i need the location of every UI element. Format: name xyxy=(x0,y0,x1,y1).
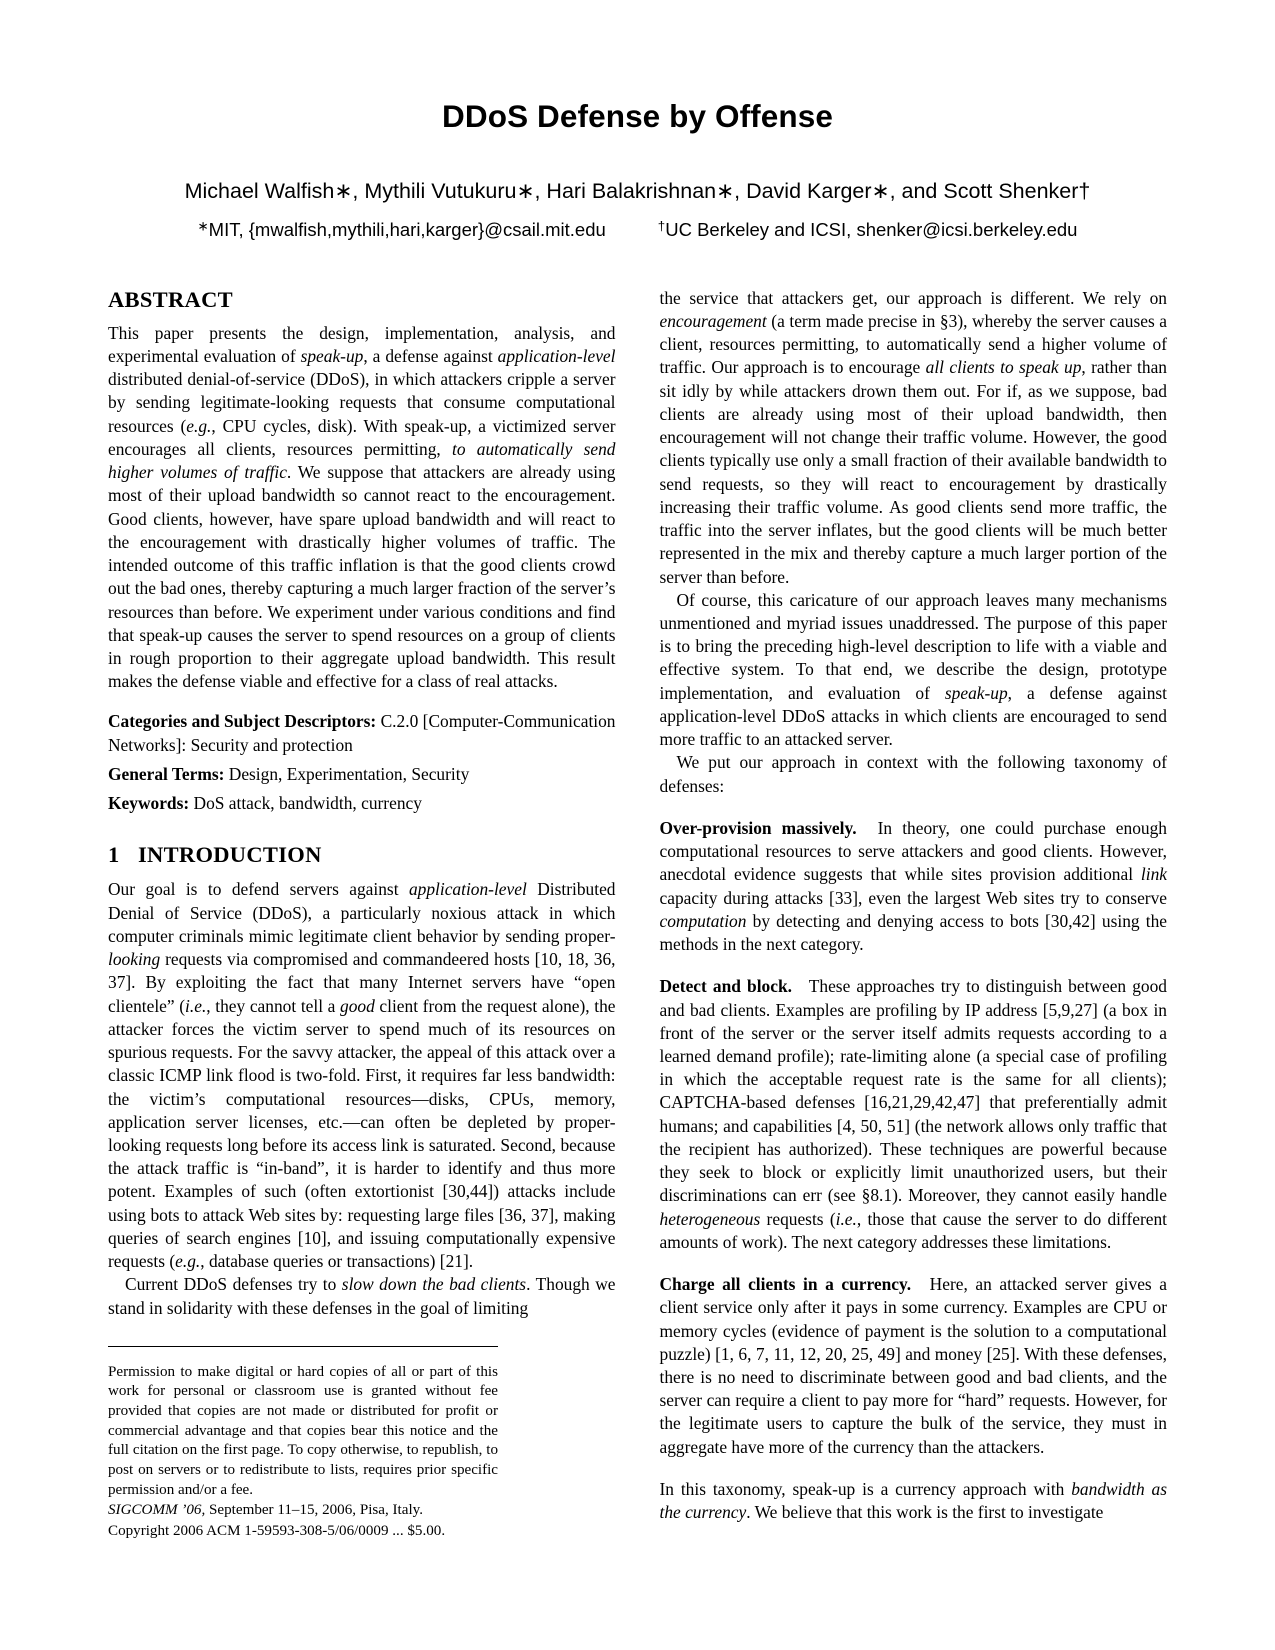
right-paragraph-4: In this taxonomy, speak-up is a currency approach with bandwidth as the currency. We believe that this work is the first to investigate xyxy=(659,1478,1167,1523)
general-terms-line xyxy=(108,763,616,786)
taxonomy-over-provision: Over-provision massively. In theory, one could purchase enough computational resources to serve attackers and good clients. However, anecdotal evidence suggests that while sites provision additional link capacity during attacks [33], even the largest Web sites try to conserve computation by detecting and denying access to bots [30,42] using the methods in the next category. xyxy=(659,817,1167,955)
affiliation-list xyxy=(108,218,1167,243)
right-paragraph-2: Of course, this caricature of our approach leaves many mechanisms unmentioned and myriad issues unaddressed. The purpose of this paper is to bring the preceding high-level description to life with a viable and effective system. To that end, we describe the design, prototype implementation, and evaluation of speak-up, a defense against application-level DDoS attacks in which clients are encouraged to send more traffic to an attacked server. xyxy=(659,589,1167,750)
general-terms-label: General Terms: xyxy=(108,763,225,784)
categories-label: Categories and Subject Descriptors: xyxy=(108,711,377,732)
general-terms-value: Design, Experimentation, Security xyxy=(224,763,470,784)
taxonomy-charge-currency: Charge all clients in a currency. Here, an attacked server gives a client service only after it pays in some currency. Examples are CPU or memory cycles (evidence of payment is the solution to a computational puzzle) [1, 6, 7, 11, 12, 20, 25, 49] and money [25]. With these defenses, there is no need to discriminate between good and bad clients, and the server can require a client to pay more for “hard” requests. However, for the legitimate users to capture the bulk of the service, they must in aggregate have more of the currency than the attackers. xyxy=(659,1274,1167,1457)
keywords-value: DoS attack, bandwidth, currency xyxy=(189,793,422,814)
two-column-body xyxy=(108,287,1167,1542)
intro-paragraph-1: Our goal is to defend servers against application-level Distributed Denial of Service (DDoS), a particularly noxious attack in which computer criminals mimic legitimate client behavior by sending proper-looking requests via compromised and commandeered hosts [10, 18, 36, 37]. By exploiting the fact that many Internet servers have “open clientele” (i.e., they cannot tell a good client from the request alone), the attacker forces the victim server to spend much of its resources on spurious requests. For the savvy attacker, the appeal of this attack over a classic ICMP link flood is two-fold. First, it requires far less bandwidth: the victim’s computational resources—disks, CPUs, memory, application server licenses, etc.—can often be depleted by proper-looking requests long before its access link is saturated. Second, because the attack traffic is “in-band”, it is harder to identify and thus more potent. Examples of such (often extortionist [30,44]) attacks include using bots to attack Web sites by: requesting large files [36, 37], making queries of search engines [10], and issuing computationally expensive requests (e.g., database queries or transactions) [21]. xyxy=(108,879,616,1272)
right-column xyxy=(660,287,1168,1542)
section-title: INTRODUCTION xyxy=(138,842,322,868)
copyright-line: Copyright 2006 ACM 1-59593-308-5/06/0009 ... $5.00. xyxy=(108,1522,446,1539)
categories-value: C.2.0 [Computer-Communication Networks]: Security and protection xyxy=(108,711,616,755)
right-paragraph-3: We put our approach in context with the following taxonomy of defenses: xyxy=(659,752,1167,796)
taxonomy-label-detect-block: Detect and block. xyxy=(659,976,792,997)
taxonomy-label-over-provision: Over-provision massively. xyxy=(659,817,857,838)
taxonomy-label-charge-currency: Charge all clients in a currency. xyxy=(659,1274,912,1295)
affiliation-mark-star: ∗ xyxy=(197,218,209,234)
keywords-label: Keywords: xyxy=(108,793,190,814)
intro-paragraph-2: Current DDoS defenses try to slow down the bad clients. Though we stand in solidarity with these defenses in the goal of limiting xyxy=(108,1274,616,1318)
permission-text: Permission to make digital or hard copies of all or part of this work for personal or classroom use is granted without fee provided that copies are not made or distributed for profit or commercial advantage and that copies bear this notice and the full citation on the first page. To copy otherwise, to republish, to post on servers or to redistribute to lists, requires prior specific permission and/or a fee. xyxy=(108,1363,498,1498)
affiliation-mit: ∗MIT, {mwalfish,mythili,hari,karger}@csail.mit.edu xyxy=(197,218,606,240)
categories-line xyxy=(108,710,616,756)
author-list xyxy=(108,178,1167,206)
section-number: 1 xyxy=(108,842,120,868)
keywords-line xyxy=(108,792,616,815)
left-column xyxy=(108,287,616,1542)
affiliation-mark-dagger: † xyxy=(657,218,666,234)
copyright-notice xyxy=(108,1346,498,1541)
author-names: Michael Walfish∗, Mythili Vutukuru∗, Hari Balakrishnan∗, David Karger∗, and Scott Shenker† xyxy=(184,178,1091,203)
abstract-paragraph: This paper presents the design, implementation, analysis, and experimental evaluation of speak-up, a defense against application-level distributed denial-of-service (DDoS), in which attackers cripple a server by sending legitimate-looking requests that consume computational resources (e.g., CPU cycles, disk). With speak-up, a victimized server encourages all clients, resources permitting, to automatically send higher volumes of traffic. We suppose that attackers are already using most of their upload bandwidth so cannot react to the encouragement. Good clients, however, have spare upload bandwidth and will react to the encouragement with drastically higher volumes of traffic. The intended outcome of this traffic inflation is that the good clients crowd out the bad ones, thereby capturing a much larger fraction of the server’s resources than before. We experiment under various conditions and find that speak-up causes the server to spend resources on a group of clients in rough proportion to their aggregate upload bandwidth. This result makes the defense viable and effective for a class of real attacks. xyxy=(108,322,616,692)
taxonomy-detect-and-block: Detect and block. These approaches try to distinguish between good and bad clients. Examples are profiling by IP address [5,9,27] (a box in front of the server or the server itself admits requests according to a learned demand profile); rate-limiting alone (a special case of profiling in which the acceptable request rate is the same for all clients); CAPTCHA-based defenses [16,21,29,42,47] that preferentially admit humans; and capabilities [4, 50, 51] (the network allows only traffic that the recipient has authorized). These techniques are powerful because they seek to block or explicitly limit unauthorized users, but their discriminations can err (see §8.1). Moreover, they cannot easily handle heterogeneous requests (i.e., those that cause the server to do different amounts of work). The next category addresses these limitations. xyxy=(659,976,1167,1252)
page-title: DDoS Defense by Offense xyxy=(442,98,833,134)
affiliation-berkeley: †UC Berkeley and ICSI, shenker@icsi.berkeley.edu xyxy=(657,218,1078,240)
introduction-heading xyxy=(108,842,616,868)
right-paragraph-1: the service that attackers get, our approach is different. We rely on encouragement (a term made precise in §3), whereby the server causes a client, resources permitting, to automatically send a higher volume of traffic. Our approach is to encourage all clients to speak up, rather than sit idly by while attackers drown them out. For if, as we suppose, bad clients are already using most of their upload bandwidth, then encouragement will not change their traffic volume. However, the good clients typically use only a small fraction of their available bandwidth to send requests, so they will react to encouragement by drastically increasing their traffic volume. As good clients send more traffic, the traffic into the server inflates, but the good clients will be much better represented in the mix and thereby capture a much larger portion of the server than before. xyxy=(659,287,1167,587)
conference-line: SIGCOMM ’06, September 11–15, 2006, Pisa, Italy. xyxy=(108,1502,423,1519)
abstract-heading: ABSTRACT xyxy=(108,286,233,312)
